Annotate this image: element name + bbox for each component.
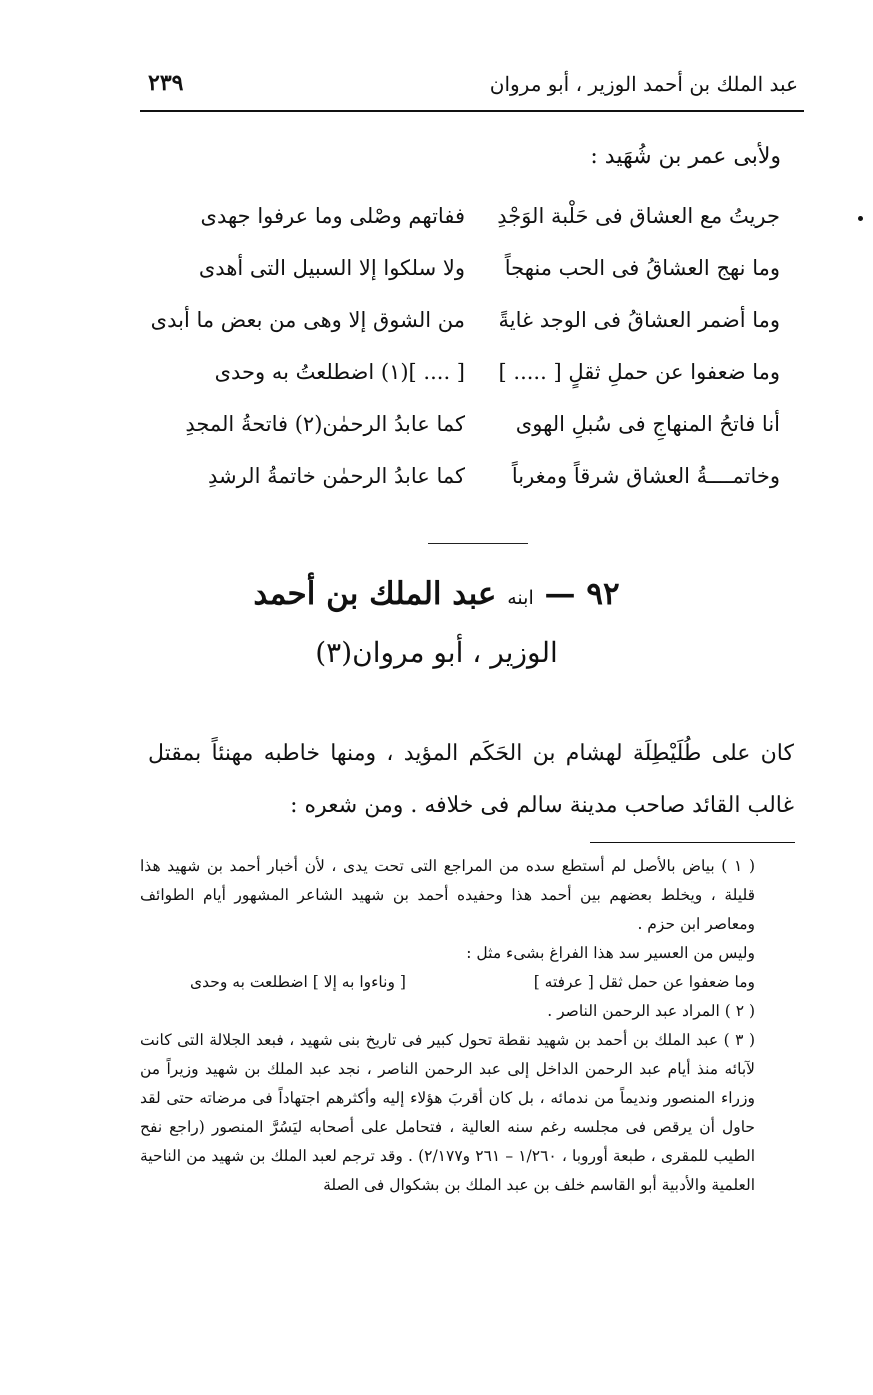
verse-second-hemistich: ففاتهم وصْلى وما عرفوا جهدى — [200, 204, 465, 228]
body-paragraph: كان على طُلَيْطِلَة لهشام بن الحَكَم المؤيد ، ومنها خاطبه مهنئاً بمقتل غالب القائد صاحب مدينة سالم فى خلافه . ومن شعره : — [148, 741, 794, 818]
header-rule — [140, 110, 804, 112]
verse-line — [150, 460, 790, 512]
section-dash: — — [533, 576, 576, 612]
verse-second-hemistich: كما عابدُ الرحمٰن(٢) فاتحةُ المجدِ — [185, 412, 465, 436]
verse-first-hemistich: وما نهج العشاقُ فى الحب منهجاً — [504, 256, 780, 280]
verse-line — [150, 200, 790, 252]
running-header — [148, 72, 798, 106]
verse-second-hemistich: من الشوق إلا وهى من بعض ما أبدى — [150, 308, 465, 332]
footnote-verse — [140, 968, 795, 997]
running-title: عبد الملك بن أحمد الوزير ، أبو مروان — [489, 72, 798, 96]
verse-line — [150, 356, 790, 408]
footnote-2: ( ٢ ) المراد عبد الرحمن الناصر . — [547, 1002, 755, 1020]
verse-first-hemistich: جريتُ مع العشاق فى حَلْبة الوَجْدِ — [497, 204, 780, 228]
footnote-verse-first: وما ضعفوا عن حمل ثقل [ عرفته ] — [533, 973, 755, 991]
page-number: ٢٣٩ — [148, 70, 184, 96]
poem — [150, 200, 790, 512]
verse-first-hemistich: وخاتمــــةُ العشاق شرقاً ومغرباً — [511, 464, 780, 488]
section-prefix: ابنه — [507, 587, 534, 609]
footnote-1-continuation: وليس من العسير سد هذا الفراغ بشىء مثل : — [466, 944, 755, 962]
verse-second-hemistich: ولا سلكوا إلا السبيل التى أهدى — [198, 256, 465, 280]
section-number: ٩٢ — [586, 576, 620, 612]
verse-first-hemistich: وما ضعفوا عن حملِ ثقلٍ [ ..... ] — [498, 360, 780, 384]
margin-mark — [858, 216, 863, 221]
verse-first-hemistich: وما أضمر العشاقُ فى الوجد غايةً — [498, 308, 780, 332]
footnote-verse-second: [ وناءوا به إلا ] اضطلعت به وحدى — [190, 973, 406, 991]
verse-second-hemistich: [ .... ](١) اضطلعتُ به وحدى — [214, 360, 465, 384]
section-name: عبد الملك بن أحمد — [253, 576, 497, 612]
verse-line — [150, 304, 790, 356]
section-separator — [428, 543, 528, 544]
verse-line — [150, 408, 790, 460]
verse-line — [150, 252, 790, 304]
verse-second-hemistich: كما عابدُ الرحمٰن خاتمةُ الرشدِ — [207, 464, 465, 488]
verse-first-hemistich: أنا فاتحُ المنهاجِ فى سُبلِ الهوى — [515, 412, 780, 436]
section-heading — [0, 576, 873, 612]
footnote-rule — [590, 842, 795, 843]
poem-intro: ولأبى عمر بن شُهَيد : — [590, 144, 781, 169]
section-subtitle: الوزير ، أبو مروان(٣) — [315, 636, 558, 669]
footnotes — [140, 852, 795, 1200]
footnote-3: ( ٣ ) عبد الملك بن أحمد بن شهيد نقطة تحول كبير فى تاريخ بنى شهيد ، فبعد الجلالة التى كانت لآبائه منذ أيام عبد الرحمن الداخل إلى عبد الرحمن الناصر ، نجد عبد الملك بن شهيد وزيراً من وزراء المنصور ونديماً من ندمائه ، بل كان أقربَ هؤلاء إليه وأكثرهم اجتهاداً فى مرضاته حتى لقد حاول أن يرقص فى مجلسه رغم سنه العالية ، فتحامل على أصحابه ليَسُرَّ المنصور (راجع نفح الطيب للمقرى ، طبعة أوروبا ، ١/٢٦٠ – ٢٦١ و٢/١٧٧) . وقد ترجم لعبد الملك بن شهيد من الناحية العلمية والأدبية أبو القاسم خلف بن عبد الملك بن بشكوال فى الصلة — [140, 1031, 756, 1194]
footnote-1: ( ١ ) بياض بالأصل لم أستطع سده من المراجع التى تحت يدى ، لأن أخبار أحمد بن شهيد هذا قليلة ، ويخلط بعضهم بين أحمد هذا وحفيده أحمد بن شهيد الشاعر المشهور أيام الطوائف ومعاصر ابن حزم . — [140, 857, 755, 933]
